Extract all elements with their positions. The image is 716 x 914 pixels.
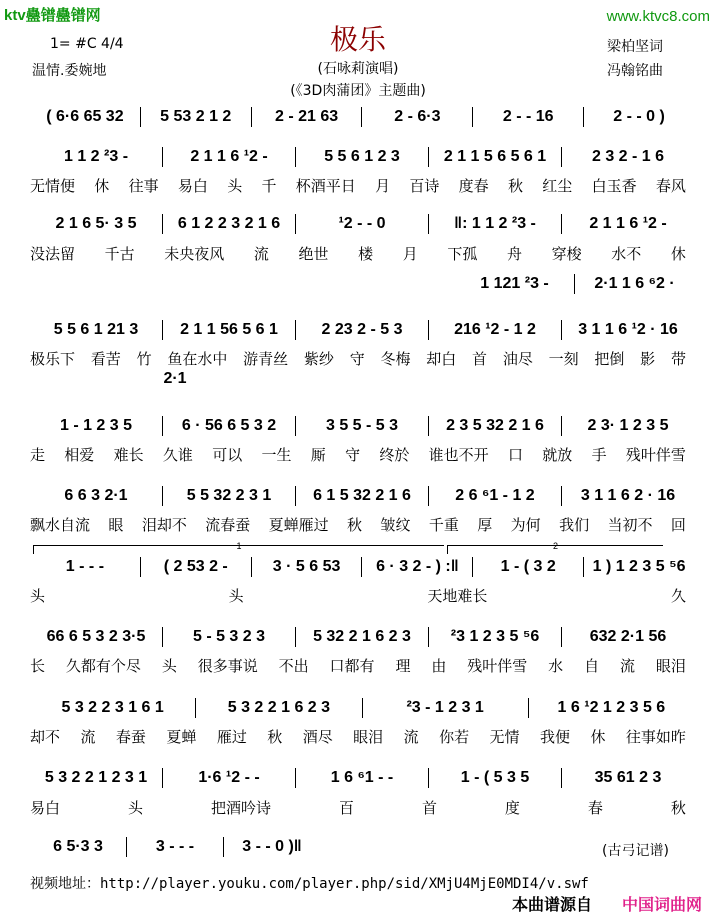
lyrics-row (30, 655, 686, 676)
lyric-word: 头 (30, 587, 46, 605)
measure: 2 6 ⁶1 - 1 2 (455, 487, 535, 504)
source-label: 本曲谱源自 (512, 895, 593, 914)
lyric-word: 可以 (212, 446, 243, 464)
measure: 2 23 2 - 5 3 (321, 321, 403, 338)
notation-row (30, 486, 694, 506)
expression-mark: 温情.委婉地 (32, 63, 107, 79)
lyrics-row (30, 348, 686, 369)
lyric-word: 却白 (426, 350, 457, 368)
lyric-word: 头 (161, 657, 177, 675)
measure: 1 1 2 ²3 - (63, 148, 129, 165)
measure: 5 3 2 2 1 6 2 3 (227, 699, 331, 716)
notation-row (30, 320, 694, 340)
lyric-word: 千 (261, 177, 277, 195)
lyric-word: 流 (403, 728, 419, 746)
lyric-word: 自 (584, 657, 600, 675)
volta-first-label: 1 (236, 541, 242, 551)
lyric-word: 就放 (542, 446, 573, 464)
lyric-word: 休 (590, 728, 606, 746)
measure: 6 5·3 3 (53, 838, 103, 855)
lyric-word: 难长 (113, 446, 144, 464)
measure: 6 · 3 2 - ) :‖ (376, 558, 459, 575)
measure: 2·1 (163, 370, 187, 387)
lyric-word: 水不 (611, 245, 642, 263)
measure: 3 1 1 6 ¹2 · 16 (578, 321, 678, 338)
measure: 5 32 2 1 6 2 3 (313, 628, 411, 645)
measure: 2 1 6 5· 3 5 (55, 215, 137, 232)
lyric-word: 秋 (347, 516, 363, 534)
site-url-right[interactable]: www.ktvc8.com (606, 8, 710, 25)
notation-row (30, 627, 694, 647)
lyrics-row (30, 585, 686, 606)
lyric-word: 没法留 (30, 245, 76, 263)
notation-row (150, 370, 200, 388)
lyric-word: 久都有个尽 (65, 657, 141, 675)
lyric-word: 首 (421, 799, 437, 817)
lyric-word: 水 (548, 657, 564, 675)
lyric-word: 回 (670, 516, 686, 534)
measure: ( 6·6 65 32 (46, 108, 124, 125)
lyric-word: 你若 (439, 728, 470, 746)
lyric-word: 酒尽 (302, 728, 333, 746)
lyric-word: 久谁 (162, 446, 193, 464)
lyric-word: 口都有 (329, 657, 375, 675)
measure: 3 5 5 - 5 3 (325, 417, 399, 434)
lyric-word: 春蚕 (115, 728, 146, 746)
lyric-word: 终於 (379, 446, 410, 464)
lyric-word: 眼 (108, 516, 124, 534)
lyric-word: 游青丝 (243, 350, 289, 368)
lyric-word: 由 (431, 657, 447, 675)
lyric-word: 残叶伴雪 (625, 446, 686, 464)
subtitle: (《3D肉蒲团》主题曲) (290, 83, 426, 99)
measure: 2·1 1 6 ⁶2 · (594, 275, 675, 292)
measure: 5 5 6 1 21 3 (53, 321, 139, 338)
measure: 6 · 56 6 5 3 2 (181, 417, 277, 434)
lyric-word: 流 (253, 245, 269, 263)
lyric-word: 往事 (128, 177, 159, 195)
lyric-word: 夏蝉雁过 (268, 516, 329, 534)
measure: 3 1 1 6 2 · 16 (580, 487, 676, 504)
lyric-word: 口 (507, 446, 523, 464)
measure: 2 1 1 56 5 6 1 (180, 321, 278, 338)
lyric-word: 飘水自流 (30, 516, 91, 534)
lyric-word: 理 (395, 657, 411, 675)
lyric-word: 守 (349, 350, 365, 368)
lyric-word: 流 (80, 728, 96, 746)
lyric-word: 百诗 (409, 177, 440, 195)
lyric-word: 夏蝉 (166, 728, 197, 746)
lyric-word: 流 (619, 657, 635, 675)
lyric-word: 休 (670, 245, 686, 263)
source-site[interactable]: 中国词曲网 (622, 895, 703, 914)
lyric-word: 看苦 (90, 350, 121, 368)
lyric-word: 雁过 (216, 728, 247, 746)
lyric-word: 我们 (559, 516, 590, 534)
lyric-word: 头 (127, 799, 143, 817)
lyric-word: 天地难长 (427, 587, 488, 605)
notation-row (30, 837, 320, 857)
measure: ‖: 1 1 2 ²3 - (454, 215, 536, 232)
measure: 1 - 1 2 3 5 (59, 417, 133, 434)
lyric-word: 皱纹 (380, 516, 411, 534)
lyric-word: 泪却不 (141, 516, 187, 534)
notation-row (455, 274, 694, 294)
lyric-word: 下孤 (447, 245, 478, 263)
measure: 2 - 21 63 (274, 108, 339, 125)
notation-row (30, 147, 694, 167)
lyric-word: 一生 (261, 446, 292, 464)
lyric-word: 白玉香 (591, 177, 637, 195)
lyric-word: 首 (472, 350, 488, 368)
measure: 2 - 6·3 (394, 108, 441, 125)
lyric-word: 休 (94, 177, 110, 195)
measure: 35 61 2 3 (594, 769, 662, 786)
lyric-word: 杯酒平日 (295, 177, 356, 195)
notation-row (30, 107, 694, 127)
lyric-word: 影 (640, 350, 656, 368)
measure: 2 1 1 6 ¹2 - (190, 148, 268, 165)
lyric-word: 舟 (507, 245, 523, 263)
lyric-word: 春 (587, 799, 603, 817)
measure: 6 1 2 2 3 2 1 6 (177, 215, 281, 232)
measure: 2 1 1 5 6 5 6 1 (443, 148, 547, 165)
notation-row (30, 768, 694, 788)
lyric-word: 无情 (489, 728, 520, 746)
lyric-word: 春风 (655, 177, 686, 195)
lyric-word: 久 (670, 587, 686, 605)
measure: ¹2 - - 0 (338, 215, 386, 232)
lyric-word: 相爱 (64, 446, 95, 464)
lyric-word: 秋 (670, 799, 686, 817)
lyric-word: 流春蚕 (205, 516, 251, 534)
volta-second-ending (447, 541, 663, 554)
lyric-word: 百 (338, 799, 354, 817)
lyric-word: 往事如昨 (625, 728, 686, 746)
lyric-word: 残叶伴雪 (467, 657, 528, 675)
lyric-word: 头 (227, 177, 243, 195)
measure: 5 5 6 1 2 3 (324, 148, 400, 165)
lyrics-row (30, 243, 686, 264)
lyric-word: 穿梭 (551, 245, 582, 263)
lyric-word: 竹 (136, 350, 152, 368)
lyric-word: 楼 (358, 245, 374, 263)
notation-row (30, 557, 694, 577)
lyric-word: 不出 (278, 657, 309, 675)
lyric-word: 千重 (428, 516, 459, 534)
singer: (石咏莉演唱) (317, 61, 399, 77)
lyrics-row (30, 797, 686, 818)
lyric-word: 走 (30, 446, 46, 464)
lyric-word: 易白 (30, 799, 61, 817)
lyric-word: 冬梅 (380, 350, 411, 368)
lyric-word: 无情便 (30, 177, 76, 195)
measure: 1 - - - (65, 558, 105, 575)
measure: 1 - ( 5 3 5 (460, 769, 530, 786)
measure: 66 6 5 3 2 3·5 (46, 628, 146, 645)
measure: 1 - ( 3 2 (500, 558, 556, 575)
measure: 3 - - 0 )‖ (242, 838, 302, 855)
measure: 2 1 1 6 ¹2 - (589, 215, 667, 232)
measure: 5 5 32 2 3 1 (186, 487, 272, 504)
lyric-word: 红尘 (542, 177, 573, 195)
measure: 2 - - 0 ) (613, 108, 665, 125)
lyricist: 梁柏坚词 (607, 39, 663, 55)
measure: 1 6 ¹2 1 2 3 5 6 (557, 699, 666, 716)
measure: 2 3· 1 2 3 5 (587, 417, 669, 434)
lyric-word: 绝世 (298, 245, 329, 263)
measure: 1 6 ⁶1 - - (330, 769, 394, 786)
measure: 1 ) 1 2 3 5 ⁵6 (592, 558, 686, 575)
measure: 3 · 5 6 53 (272, 558, 341, 575)
volta-second-label: 2 (552, 541, 558, 551)
measure: 5 53 2 1 2 (160, 108, 232, 125)
measure: 1 121 ²3 - (480, 275, 549, 292)
lyric-word: 却不 (30, 728, 61, 746)
lyric-word: 眼泪 (655, 657, 686, 675)
key-signature: 1= #C 4/4 (50, 36, 124, 52)
lyric-word: 鱼在水中 (167, 350, 228, 368)
lyric-word: 为何 (510, 516, 541, 534)
measure: 2 3 5 32 2 1 6 (446, 417, 544, 434)
lyric-word: 易白 (177, 177, 208, 195)
lyric-word: 极乐下 (30, 350, 76, 368)
lyric-word: 谁也不开 (428, 446, 489, 464)
lyric-word: 守 (345, 446, 361, 464)
lyric-word: 度 (504, 799, 520, 817)
lyric-word: 带 (670, 350, 686, 368)
notation-row (30, 698, 694, 718)
song-title: 极乐 (329, 23, 386, 56)
composer: 冯翰铭曲 (607, 63, 663, 79)
measure: ²3 - 1 2 3 1 (406, 699, 484, 716)
volta-first-ending (33, 541, 444, 554)
measure: 2 - - 16 (502, 108, 554, 125)
measure: 5 3 2 2 1 2 3 1 (44, 769, 148, 786)
measure: 632 2·1 56 (589, 628, 667, 645)
measure: ²3 1 2 3 5 ⁵6 (450, 628, 540, 645)
lyric-word: 油尽 (502, 350, 533, 368)
measure: 6 1 5 32 2 1 6 (313, 487, 411, 504)
lyric-word: 厚 (477, 516, 493, 534)
lyrics-row (30, 514, 686, 535)
lyric-word: 厮 (310, 446, 326, 464)
lyric-word: 眼泪 (353, 728, 384, 746)
lyric-word: 紫纱 (303, 350, 334, 368)
site-logo-left[interactable]: ktv蠱镨蠱镨网 (4, 7, 101, 24)
lyric-word: 把酒吟诗 (210, 799, 271, 817)
lyric-word: 月 (375, 177, 391, 195)
measure: 1·6 ¹2 - - (198, 769, 260, 786)
lyric-word: 长 (30, 657, 46, 675)
measure: 6 6 3 2·1 (64, 487, 128, 504)
lyric-word: 未央夜风 (164, 245, 225, 263)
measure: 3 - - - (155, 838, 195, 855)
lyric-word: 一刻 (548, 350, 579, 368)
lyric-word: 秋 (507, 177, 523, 195)
lyric-word: 我便 (539, 728, 570, 746)
lyric-word: 很多事说 (197, 657, 258, 675)
notation-row (30, 214, 694, 234)
measure: 2 3 2 - 1 6 (591, 148, 665, 165)
video-url[interactable]: 视频地址：http://player.youku.com/player.php/sid/XMjU4MjE0MDI4/v.swf (30, 876, 589, 892)
transcriber: (古弓记谱) (602, 843, 669, 859)
measure: 216 ¹2 - 1 2 (454, 321, 536, 338)
measure: 5 - 5 3 2 3 (192, 628, 266, 645)
lyric-word: 月 (402, 245, 418, 263)
notation-row (30, 416, 694, 436)
lyric-word: 头 (228, 587, 244, 605)
lyric-word: 秋 (267, 728, 283, 746)
measure: 5 3 2 2 3 1 6 1 (61, 699, 164, 716)
lyric-word: 度春 (458, 177, 489, 195)
lyric-word: 把倒 (594, 350, 625, 368)
lyrics-row (30, 444, 686, 465)
lyric-word: 当初不 (607, 516, 653, 534)
lyrics-row (30, 175, 686, 196)
lyric-word: 千古 (104, 245, 135, 263)
lyric-word: 手 (591, 446, 607, 464)
measure: ( 2 53 2 - (163, 558, 228, 575)
lyrics-row (30, 726, 686, 747)
